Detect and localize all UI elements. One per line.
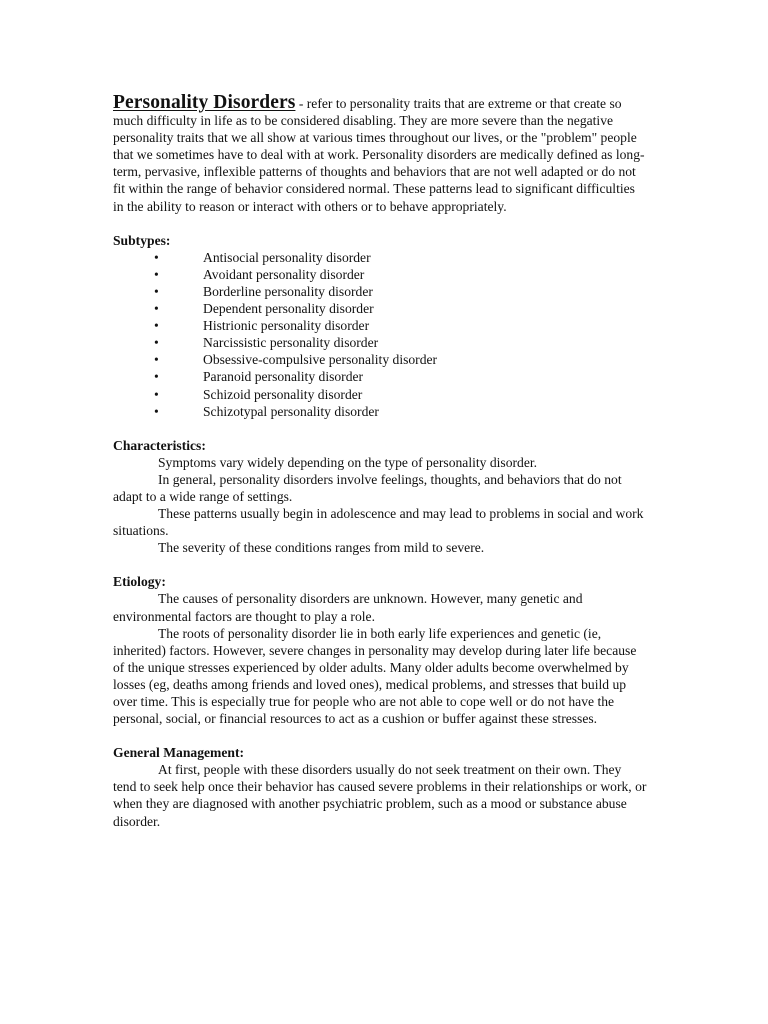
list-item-label: Histrionic personality disorder: [203, 318, 370, 334]
list-item: [113, 351, 648, 368]
list-item: [113, 300, 648, 317]
list-item: [113, 266, 648, 283]
list-item-label: Schizotypal personality disorder: [203, 403, 379, 419]
bullet-icon: •: [154, 403, 159, 419]
body-paragraph: The severity of these conditions ranges from mild to severe.: [158, 540, 485, 556]
general-management-section: [113, 744, 648, 829]
intro-text: - refer to personality traits that are extreme or that create so much difficulty in life as to be considered disabling. They are more severe than the negative personality traits that we all show at various times throughout our lives, or the "problem" people that we sometimes have to deal with at work. Personality disorders are medically defined as long-term, pervasive, inflexible patterns of thoughts and behaviors that are not well adapted or do not fit within the range of behavior considered normal. These patterns lead to significant difficulties in the ability to reason or interact with others or to behave appropriately.: [113, 96, 645, 214]
list-item: [113, 334, 648, 351]
list-item: [113, 283, 648, 300]
list-item-label: Paranoid personality disorder: [203, 369, 364, 385]
list-item: [113, 386, 648, 403]
list-item-label: Obsessive-compulsive personality disorder: [203, 352, 438, 368]
list-item: [113, 403, 648, 420]
document-page: [113, 94, 648, 847]
body-paragraph: The causes of personality disorders are unknown. However, many genetic and environmental factors are thought to play a role.: [113, 591, 583, 624]
bullet-icon: •: [154, 318, 159, 334]
characteristics-section: [113, 437, 648, 557]
subtypes-heading: Subtypes:: [113, 232, 171, 248]
bullet-icon: •: [154, 369, 159, 385]
list-item-label: Dependent personality disorder: [203, 301, 374, 317]
bullet-icon: •: [154, 352, 159, 368]
body-paragraph: The roots of personality disorder lie in both early life experiences and genetic (ie, inherited) factors. However, severe changes in personality may develop during later life because of the unique stresses experienced by older adults. Many older adults become overwhelmed by losses (eg, deaths among friends and loved ones), medical problems, and stresses that build up over time. This is especially true for people who are not able to cope well or do not have the personal, social, or financial resources to act as a cushion or buffer against these stresses.: [113, 625, 637, 727]
list-item-label: Avoidant personality disorder: [203, 266, 365, 282]
body-paragraph: Symptoms vary widely depending on the type of personality disorder.: [158, 454, 538, 470]
characteristics-heading: Characteristics:: [113, 437, 206, 453]
document-title: Personality Disorders: [113, 92, 296, 113]
body-paragraph: At first, people with these disorders usually do not seek treatment on their own. They tend to seek help once their behavior has caused severe problems in their relationships or work, or when they are diagnosed with another psychiatric problem, such as a mood or substance abuse disorder.: [113, 762, 647, 829]
bullet-icon: •: [154, 386, 159, 402]
bullet-icon: •: [154, 266, 159, 282]
list-item: [113, 249, 648, 266]
body-paragraph: These patterns usually begin in adolescence and may lead to problems in social and work situations.: [113, 506, 644, 539]
list-item-label: Borderline personality disorder: [203, 283, 373, 299]
bullet-icon: •: [154, 301, 159, 317]
subtypes-list: [113, 249, 648, 420]
list-item: [113, 368, 648, 385]
intro-paragraph: [113, 94, 648, 215]
list-item-label: Antisocial personality disorder: [203, 249, 371, 265]
body-paragraph: In general, personality disorders involve feelings, thoughts, and behaviors that do not adapt to a wide range of settings.: [113, 471, 622, 504]
etiology-heading: Etiology:: [113, 574, 166, 590]
bullet-icon: •: [154, 283, 159, 299]
bullet-icon: •: [154, 335, 159, 351]
subtypes-section: [113, 232, 648, 420]
list-item-label: Narcissistic personality disorder: [203, 335, 379, 351]
general-management-heading: General Management:: [113, 745, 244, 761]
list-item-label: Schizoid personality disorder: [203, 386, 363, 402]
etiology-section: [113, 573, 648, 727]
list-item: [113, 317, 648, 334]
bullet-icon: •: [154, 249, 159, 265]
